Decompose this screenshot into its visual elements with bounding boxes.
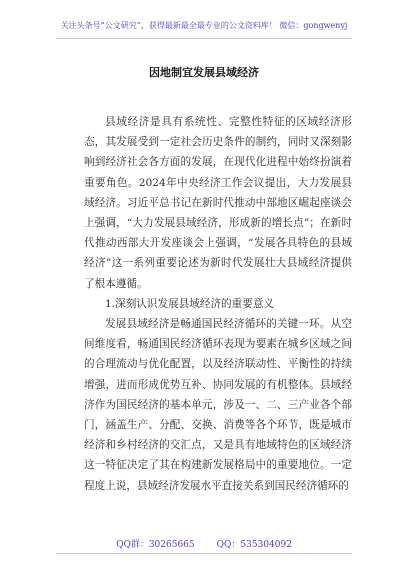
footer-qq: QQ：535304092 [216,540,292,550]
header-banner: 关注头条号“公文研究”，获得最新最全最专业的公文资料库！ 微信：gongwenyj [60,21,348,30]
section-heading: 1.深刻认识发展县域经济的重要意义 [105,297,275,310]
footer-qq-group: QQ群：30265665 [116,540,195,550]
document-title: 因地制宜发展县域经济 [149,66,259,79]
document-body [84,112,352,496]
footer-divider [56,553,352,554]
intro-paragraph: 县域经济是具有系统性、完整性特征的区域经济形态，其发展受到一定社会历史条件的制约，同时又深刻影响到经济社会各方面的发展，在现代化进程中始终扮演着重要角色。2024年中央经济工作会议提出，大力发展县域经济。习近平总书记在新时代推动中部地区崛起座谈会上强调，“大力发展县域经济，形成新的增长点”；在新时代推动西部大开发座谈会上强调，“发展各具特色的县域经济”这一系列重要论述为新时代发展壮大县域经济提供了根本遵循。 [84,116,352,290]
section-paragraph: 发展县域经济是畅通国民经济循环的关键一环。从空间维度看，畅通国民经济循环表现为要素在城乡区域之间的合理流动与优化配置，以及经济联动性、平衡性的持续增强，进而形成优势互补、协同发展的有机整体。县域经济作为国民经济的基本单元，涉及一、二、三产业各个部门，涵盖生产、分配、交换、消费等各个环节，既是城市经济和乡村经济的交汇点，又是具有地域特色的区域经济这一特征决定了其在构建新发展格局中的重要地位。一定程度上说，县域经济发展水平直接关系到国民经济循环的 [84,318,352,492]
footer-contact [0,539,408,551]
header-divider [56,38,352,39]
